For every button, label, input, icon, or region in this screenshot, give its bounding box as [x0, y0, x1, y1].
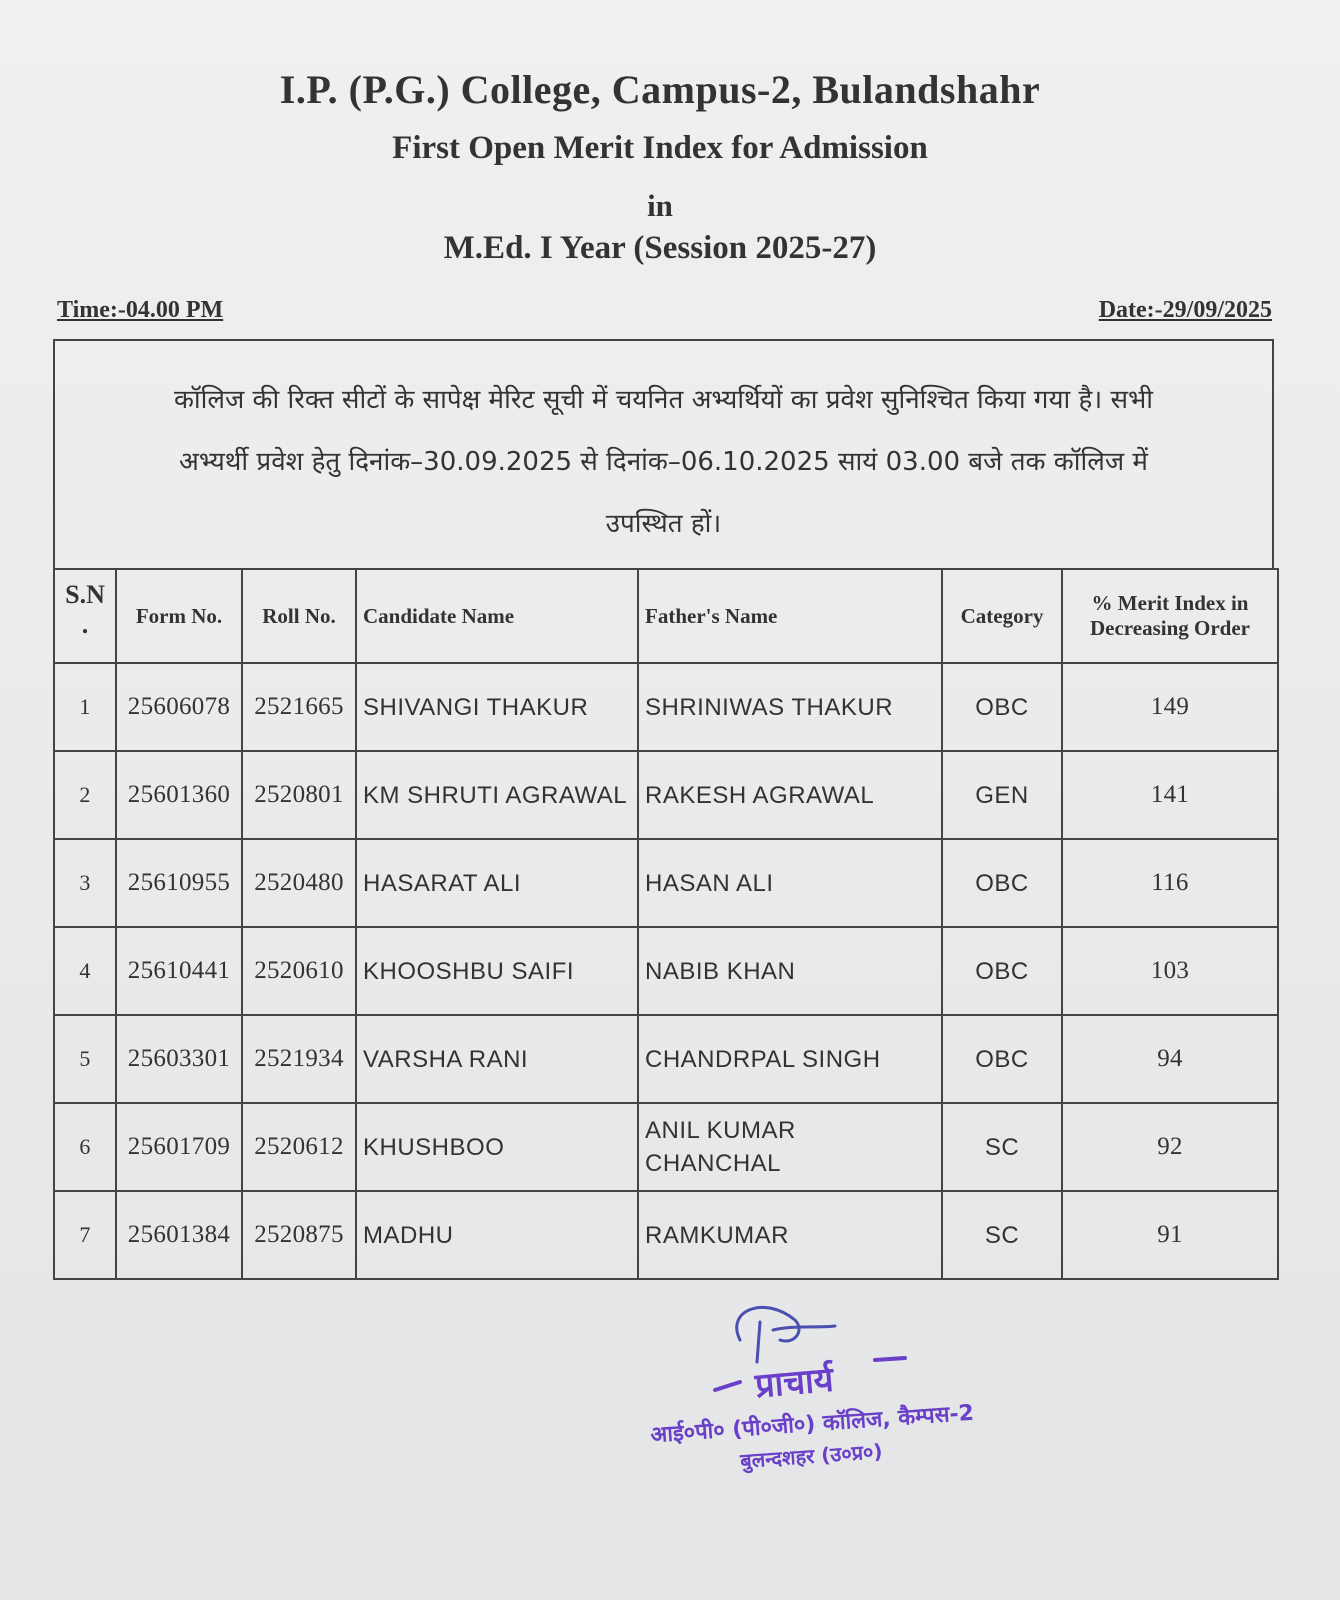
- cell-category: OBC: [942, 663, 1062, 751]
- notice-line-2: अभ्यर्थी प्रवेश हेतु दिनांक–30.09.2025 से दिनांक–06.10.2025 सायं 03.00 बजे तक कॉलिज में: [179, 447, 1148, 477]
- cell-roll-no: 2520610: [242, 927, 356, 1015]
- cell-sn: 1: [54, 663, 116, 751]
- cell-candidate-name: VARSHA RANI: [356, 1015, 638, 1103]
- table-row: [54, 1103, 1278, 1191]
- cell-merit-index: 103: [1062, 927, 1278, 1015]
- cell-merit-index: 116: [1062, 839, 1278, 927]
- cell-fathers-name: CHANDRPAL SINGH: [638, 1015, 942, 1103]
- header-candidate-name: Candidate Name: [356, 569, 638, 663]
- cell-merit-index: 92: [1062, 1103, 1278, 1191]
- table-row: [54, 663, 1278, 751]
- stamp-line-1: आई०पी० (पी०जी०) कॉलिज, कैम्पस-2: [649, 1400, 975, 1449]
- header-roll-no: Roll No.: [242, 569, 356, 663]
- cell-form-no: 25601709: [116, 1103, 242, 1191]
- admission-notice: [53, 339, 1274, 569]
- cell-category: OBC: [942, 1015, 1062, 1103]
- cell-candidate-name: KHOOSHBU SAIFI: [356, 927, 638, 1015]
- cell-merit-index: 91: [1062, 1191, 1278, 1279]
- cell-roll-no: 2521934: [242, 1015, 356, 1103]
- stamp-title: प्राचार्य: [753, 1359, 836, 1407]
- cell-fathers-name: SHRINIWAS THAKUR: [638, 663, 942, 751]
- cell-candidate-name: KHUSHBOO: [356, 1103, 638, 1191]
- cell-roll-no: 2520480: [242, 839, 356, 927]
- cell-fathers-name: ANIL KUMAR CHANCHAL: [638, 1103, 942, 1191]
- course-title: M.Ed. I Year (Session 2025-27): [443, 230, 877, 266]
- cell-form-no: 25610441: [116, 927, 242, 1015]
- merit-table: [53, 568, 1279, 1280]
- cell-roll-no: 2520612: [242, 1103, 356, 1191]
- cell-category: SC: [942, 1191, 1062, 1279]
- date-label: Date:-29/09/2025: [1098, 297, 1272, 323]
- cell-candidate-name: KM SHRUTI AGRAWAL: [356, 751, 638, 839]
- cell-category: GEN: [942, 751, 1062, 839]
- table-row: [54, 839, 1278, 927]
- cell-merit-index: 94: [1062, 1015, 1278, 1103]
- header-category: Category: [942, 569, 1062, 663]
- title-connector: in: [647, 188, 673, 223]
- table-row: [54, 751, 1278, 839]
- cell-candidate-name: MADHU: [356, 1191, 638, 1279]
- header-form-no: Form No.: [116, 569, 242, 663]
- cell-form-no: 25606078: [116, 663, 242, 751]
- college-title: I.P. (P.G.) College, Campus-2, Bulandshahr: [279, 67, 1041, 112]
- cell-sn: 5: [54, 1015, 116, 1103]
- table-header-row: [54, 569, 1278, 663]
- notice-line-3: उपस्थित हों।: [605, 509, 722, 539]
- cell-sn: 2: [54, 751, 116, 839]
- cell-fathers-name: NABIB KHAN: [638, 927, 942, 1015]
- header-fathers-name: Father's Name: [638, 569, 942, 663]
- notice-line-1: कॉलिज की रिक्त सीटों के सापेक्ष मेरिट सूची में चयनित अभ्यर्थियों का प्रवेश सुनिश्चित किया गया है। सभी: [173, 385, 1154, 415]
- time-label: Time:-04.00 PM: [57, 297, 224, 323]
- cell-form-no: 25603301: [116, 1015, 242, 1103]
- cell-form-no: 25610955: [116, 839, 242, 927]
- cell-roll-no: 2520801: [242, 751, 356, 839]
- cell-roll-no: 2520875: [242, 1191, 356, 1279]
- cell-candidate-name: SHIVANGI THAKUR: [356, 663, 638, 751]
- cell-category: OBC: [942, 839, 1062, 927]
- cell-candidate-name: HASARAT ALI: [356, 839, 638, 927]
- cell-merit-index: 141: [1062, 751, 1278, 839]
- principal-stamp: [645, 1300, 1005, 1473]
- cell-fathers-name: HASAN ALI: [638, 839, 942, 927]
- cell-roll-no: 2521665: [242, 663, 356, 751]
- cell-category: OBC: [942, 927, 1062, 1015]
- cell-fathers-name: RAKESH AGRAWAL: [638, 751, 942, 839]
- cell-sn: 6: [54, 1103, 116, 1191]
- table-row: [54, 1191, 1278, 1279]
- cell-merit-index: 149: [1062, 663, 1278, 751]
- table-row: [54, 1015, 1278, 1103]
- header-merit-index: % Merit Index in Decreasing Order: [1062, 569, 1278, 663]
- cell-form-no: 25601360: [116, 751, 242, 839]
- cell-sn: 3: [54, 839, 116, 927]
- cell-category: SC: [942, 1103, 1062, 1191]
- list-subtitle: First Open Merit Index for Admission: [392, 130, 928, 166]
- cell-sn: 7: [54, 1191, 116, 1279]
- table-row: [54, 927, 1278, 1015]
- cell-sn: 4: [54, 927, 116, 1015]
- cell-fathers-name: RAMKUMAR: [638, 1191, 942, 1279]
- header-sn: S.N .: [54, 569, 116, 663]
- stamp-line-2: बुलन्दशहर (उ०प्र०): [739, 1439, 884, 1473]
- cell-form-no: 25601384: [116, 1191, 242, 1279]
